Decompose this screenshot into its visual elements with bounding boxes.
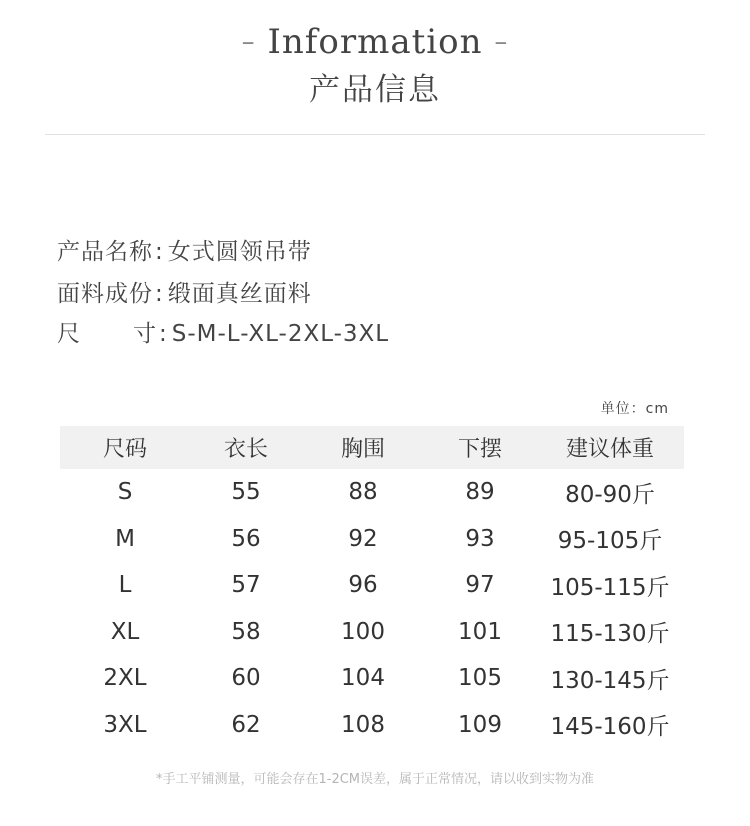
- table-cell: 109: [458, 711, 502, 738]
- table-cell: L: [118, 572, 132, 599]
- table-cell: 58: [231, 618, 261, 645]
- info-label-size-char: 寸: [133, 321, 157, 347]
- table-row: [60, 562, 684, 609]
- table-cell: 97: [465, 572, 495, 599]
- table-cell: 105: [458, 665, 502, 692]
- table-header-cell: 衣长: [190, 426, 302, 469]
- table-header-row: [60, 426, 684, 469]
- table-cell: 88: [348, 479, 378, 506]
- info-row-fabric: [57, 275, 312, 308]
- info-colon: :: [159, 321, 168, 347]
- header-dash-left: –: [241, 27, 256, 57]
- size-table: [60, 426, 684, 748]
- table-cell: 96: [348, 572, 378, 599]
- table-cell: S: [117, 479, 133, 506]
- header-title-cn: 产品信息: [309, 72, 441, 108]
- table-cell: 60: [231, 665, 261, 692]
- measurement-footnote: *手工平铺测量，可能会存在1-2CM误差，属于正常情况，请以收到实物为准: [155, 772, 595, 787]
- info-value-fabric: 缎面真丝面料: [167, 281, 312, 307]
- table-header-cell: 下摆: [424, 426, 536, 469]
- info-colon: :: [155, 281, 164, 307]
- info-label-fabric: 面料成份: [57, 281, 153, 307]
- table-row: [60, 469, 684, 516]
- table-cell: 100: [341, 618, 385, 645]
- table-cell: XL: [110, 618, 140, 645]
- info-row-product-name: [57, 233, 312, 266]
- table-header-cell: 尺码: [60, 426, 190, 469]
- table-cell: 80-90斤: [565, 481, 655, 508]
- table-row: [60, 609, 684, 656]
- info-label-product-name: 产品名称: [57, 239, 153, 265]
- table-cell: M: [115, 525, 135, 552]
- info-value-product-name: 女式圆领吊带: [167, 239, 312, 265]
- table-cell: 115-130斤: [550, 621, 670, 648]
- table-cell: 57: [231, 572, 261, 599]
- header-title-en-text: Information: [267, 22, 483, 62]
- info-value-size: S-M-L-XL-2XL-3XL: [171, 321, 390, 347]
- table-cell: 92: [348, 525, 378, 552]
- table-cell: 56: [231, 525, 261, 552]
- table-cell: 2XL: [103, 665, 147, 692]
- header-divider: [45, 134, 705, 135]
- info-label-size-char: 尺: [57, 321, 81, 347]
- table-cell: 101: [458, 618, 502, 645]
- table-cell: 89: [465, 479, 495, 506]
- table-cell: 130-145斤: [550, 667, 670, 694]
- table-cell: 93: [465, 525, 495, 552]
- table-row: [60, 516, 684, 563]
- table-row: [60, 655, 684, 702]
- info-row-size: [57, 315, 389, 348]
- unit-note: 单位：cm: [600, 401, 669, 417]
- table-cell: 145-160斤: [550, 714, 670, 741]
- table-cell: 55: [231, 479, 261, 506]
- table-cell: 105-115斤: [550, 574, 670, 601]
- info-label-size: [57, 315, 157, 348]
- table-cell: 62: [231, 711, 261, 738]
- table-cell: 104: [341, 665, 385, 692]
- table-cell: 95-105斤: [557, 528, 663, 555]
- info-colon: :: [155, 239, 164, 265]
- header-dash-right: –: [494, 27, 509, 57]
- table-row: [60, 702, 684, 749]
- table-header-cell: 建议体重: [536, 426, 684, 469]
- table-cell: 3XL: [103, 711, 147, 738]
- table-header-cell: 胸围: [302, 426, 424, 469]
- header-title-en: [0, 22, 750, 62]
- table-cell: 108: [341, 711, 385, 738]
